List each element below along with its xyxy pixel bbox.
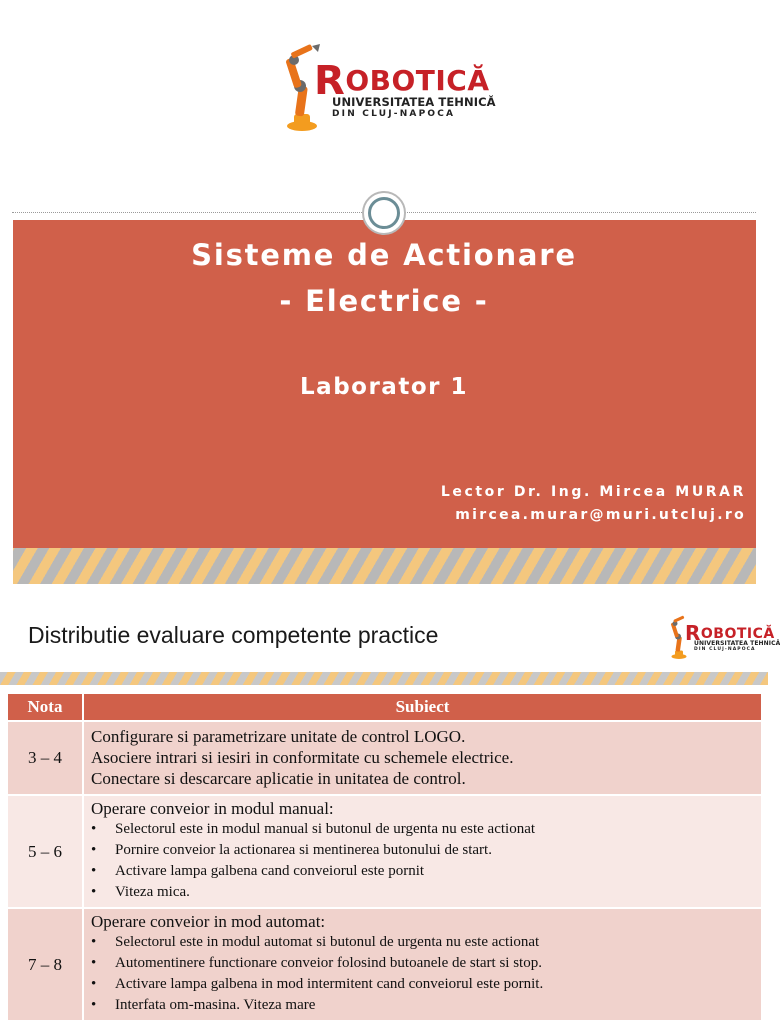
subject-line: Operare conveior in mod automat: bbox=[91, 912, 326, 931]
subiect-cell bbox=[83, 795, 761, 908]
slide-title-line2: - Electrice - bbox=[279, 284, 489, 318]
subject-line: Configurare si parametrizare unitate de control LOGO. bbox=[91, 726, 466, 746]
slide-subtitle: Laborator 1 bbox=[300, 374, 468, 400]
robotica-logo-small bbox=[668, 615, 780, 661]
bullet-item: • Activare lampa galbena cand conveiorul este pornit bbox=[91, 861, 754, 882]
logo-wordmark: ROBOTICĂ bbox=[314, 58, 490, 104]
slide-title-line1: Sisteme de Actionare bbox=[191, 238, 577, 272]
subject-line: Operare conveior in modul manual: bbox=[91, 799, 334, 818]
subiect-cell bbox=[83, 908, 761, 1020]
grading-slide bbox=[0, 597, 780, 1024]
nota-cell: 3 – 4 bbox=[8, 721, 83, 795]
logo-university-line: UNIVERSITATEA TEHNICĂ bbox=[332, 95, 496, 109]
table-row bbox=[8, 721, 761, 795]
logo-university-line: UNIVERSITATEA TEHNICĂ bbox=[694, 640, 780, 647]
logo-city-line: DIN CLUJ-NAPOCA bbox=[694, 647, 756, 652]
nota-cell: 5 – 6 bbox=[8, 795, 83, 908]
slide-heading: Distributie evaluare competente practice bbox=[28, 622, 439, 648]
bullet-item: • Viteza mica. bbox=[91, 882, 754, 903]
nota-cell: 7 – 8 bbox=[8, 908, 83, 1020]
author-name: Lector Dr. Ing. Mircea MURAR bbox=[440, 484, 746, 500]
bullet-item: • Interfata om-masina. Viteza mare bbox=[91, 995, 754, 1016]
logo-wordmark: ROBOTICĂ bbox=[685, 621, 775, 645]
subject-line: Conectare si descarcare aplicatie in unitatea de control. bbox=[91, 768, 466, 788]
circle-ornament-icon bbox=[362, 191, 406, 235]
bullet-item: • Automentinere functionare conveior folosind butoanele de start si stop. bbox=[91, 953, 754, 974]
bullet-item: • Activare lampa galbena in mod intermitent cand conveiorul este pornit. bbox=[91, 974, 754, 995]
robotica-logo bbox=[280, 44, 496, 134]
subject-line: Asociere intrari si iesiri in conformitate cu schemele electrice. bbox=[91, 747, 514, 767]
table-header-row bbox=[8, 694, 761, 721]
hazard-stripes bbox=[13, 548, 756, 584]
logo-city-line: DIN CLUJ-NAPOCA bbox=[332, 109, 456, 119]
header-nota: Nota bbox=[8, 694, 83, 721]
bullet-item: • Pornire conveior la actionarea si mentinerea butonului de start. bbox=[91, 840, 754, 861]
subiect-cell bbox=[83, 721, 761, 795]
author-email: mircea.murar@muri.utcluj.ro bbox=[455, 507, 746, 523]
bullet-item: • Selectorul este in modul automat si butonul de urgenta nu este actionat bbox=[91, 932, 754, 953]
header-subiect: Subiect bbox=[83, 694, 761, 721]
table-row bbox=[8, 795, 761, 908]
table-row bbox=[8, 908, 761, 1020]
grading-table bbox=[8, 694, 761, 1020]
bullet-item: • Selectorul este in modul manual si butonul de urgenta nu este actionat bbox=[91, 819, 754, 840]
hazard-stripes bbox=[0, 672, 768, 685]
